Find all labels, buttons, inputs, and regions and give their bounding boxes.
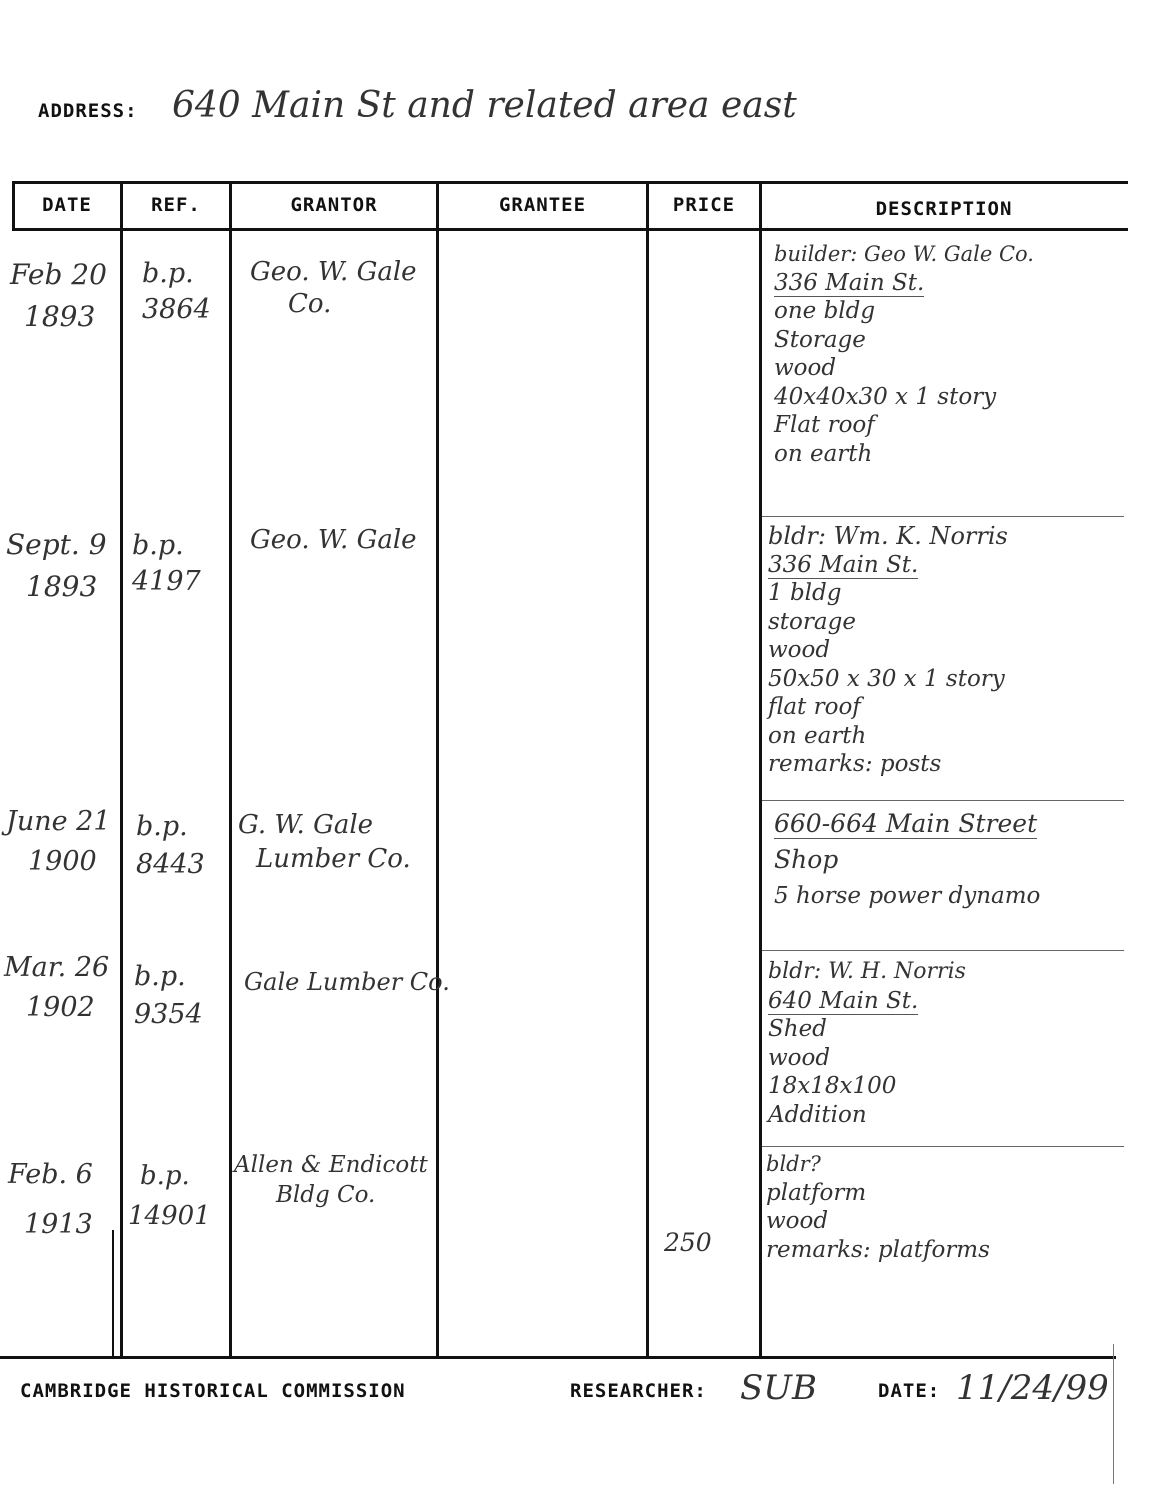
ref-cell: b.p. 3864 — [142, 258, 211, 325]
grantor-cell: G. W. Gale Lumber Co. — [238, 810, 411, 874]
description-cell: bldr: Wm. K. Norris 336 Main St. 1 bldg storage wood 50x50 x 30 x 1 story flat roof on earth remarks: posts — [768, 522, 1008, 777]
date-cell: Feb. 6 1913 — [8, 1159, 93, 1240]
table-bottom-rule — [0, 1356, 1116, 1359]
column-header-grantee: GRANTEE — [498, 194, 587, 216]
column-header-grantor: GRANTOR — [290, 194, 378, 216]
date-cell: Feb 20 1893 — [10, 258, 107, 333]
column-header-date: DATE — [42, 194, 92, 216]
footer-right-rule — [1113, 1344, 1114, 1484]
date-label: DATE: — [878, 1380, 941, 1402]
row-separator — [762, 800, 1124, 801]
grantor-cell: Gale Lumber Co. — [244, 968, 450, 996]
date-cell: Sept. 9 1893 — [6, 528, 107, 603]
table-top-rule — [12, 181, 1128, 184]
description-cell: bldr: W. H. Norris 640 Main St. Shed wood 18x18x100 Addition — [768, 959, 966, 1128]
ref-cell: b.p. 14901 — [128, 1161, 211, 1231]
row-separator — [762, 950, 1124, 951]
researcher-label: RESEARCHER: — [570, 1380, 707, 1402]
column-header-ref: REF. — [151, 194, 201, 216]
table-date-left-rule — [112, 1230, 114, 1358]
grantor-cell: Geo. W. Gale Co. — [250, 257, 417, 319]
address-value: 640 Main St and related area east — [172, 85, 797, 126]
researcher-value: SUB — [740, 1368, 817, 1408]
column-header-description: DESCRIPTION — [875, 198, 1013, 220]
description-cell: 660-664 Main Street Shop 5 horse power dynamo — [774, 809, 1041, 909]
ref-cell: b.p. 4197 — [132, 530, 201, 597]
row-separator — [762, 1146, 1124, 1147]
column-header-price: PRICE — [672, 194, 736, 216]
price-cell: 250 — [664, 1228, 712, 1257]
grantor-cell: Geo. W. Gale — [250, 525, 417, 555]
ref-cell: b.p. 8443 — [136, 811, 205, 880]
col-divider-price-description — [759, 181, 762, 1358]
col-divider-date-ref — [120, 181, 123, 1358]
description-cell: bldr? platform wood remarks: platforms — [766, 1152, 990, 1263]
date-value: 11/24/99 — [956, 1368, 1109, 1408]
organization-name: CAMBRIDGE HISTORICAL COMMISSION — [20, 1380, 406, 1402]
ref-cell: b.p. 9354 — [134, 961, 203, 1030]
row-separator — [762, 516, 1124, 517]
grantor-cell: Allen & Endicott Bldg Co. — [234, 1152, 428, 1208]
address-label: ADDRESS: — [38, 100, 138, 122]
table-header-rule — [12, 228, 1128, 231]
description-cell: builder: Geo W. Gale Co. 336 Main St. one bldg Storage wood 40x40x30 x 1 story Flat roof on earth — [774, 242, 1034, 467]
col-divider-ref-grantor — [229, 181, 232, 1358]
col-divider-grantee-price — [646, 181, 649, 1358]
date-cell: June 21 1900 — [6, 806, 111, 877]
col-divider-grantor-grantee — [436, 181, 439, 1358]
date-cell: Mar. 26 1902 — [4, 952, 110, 1023]
